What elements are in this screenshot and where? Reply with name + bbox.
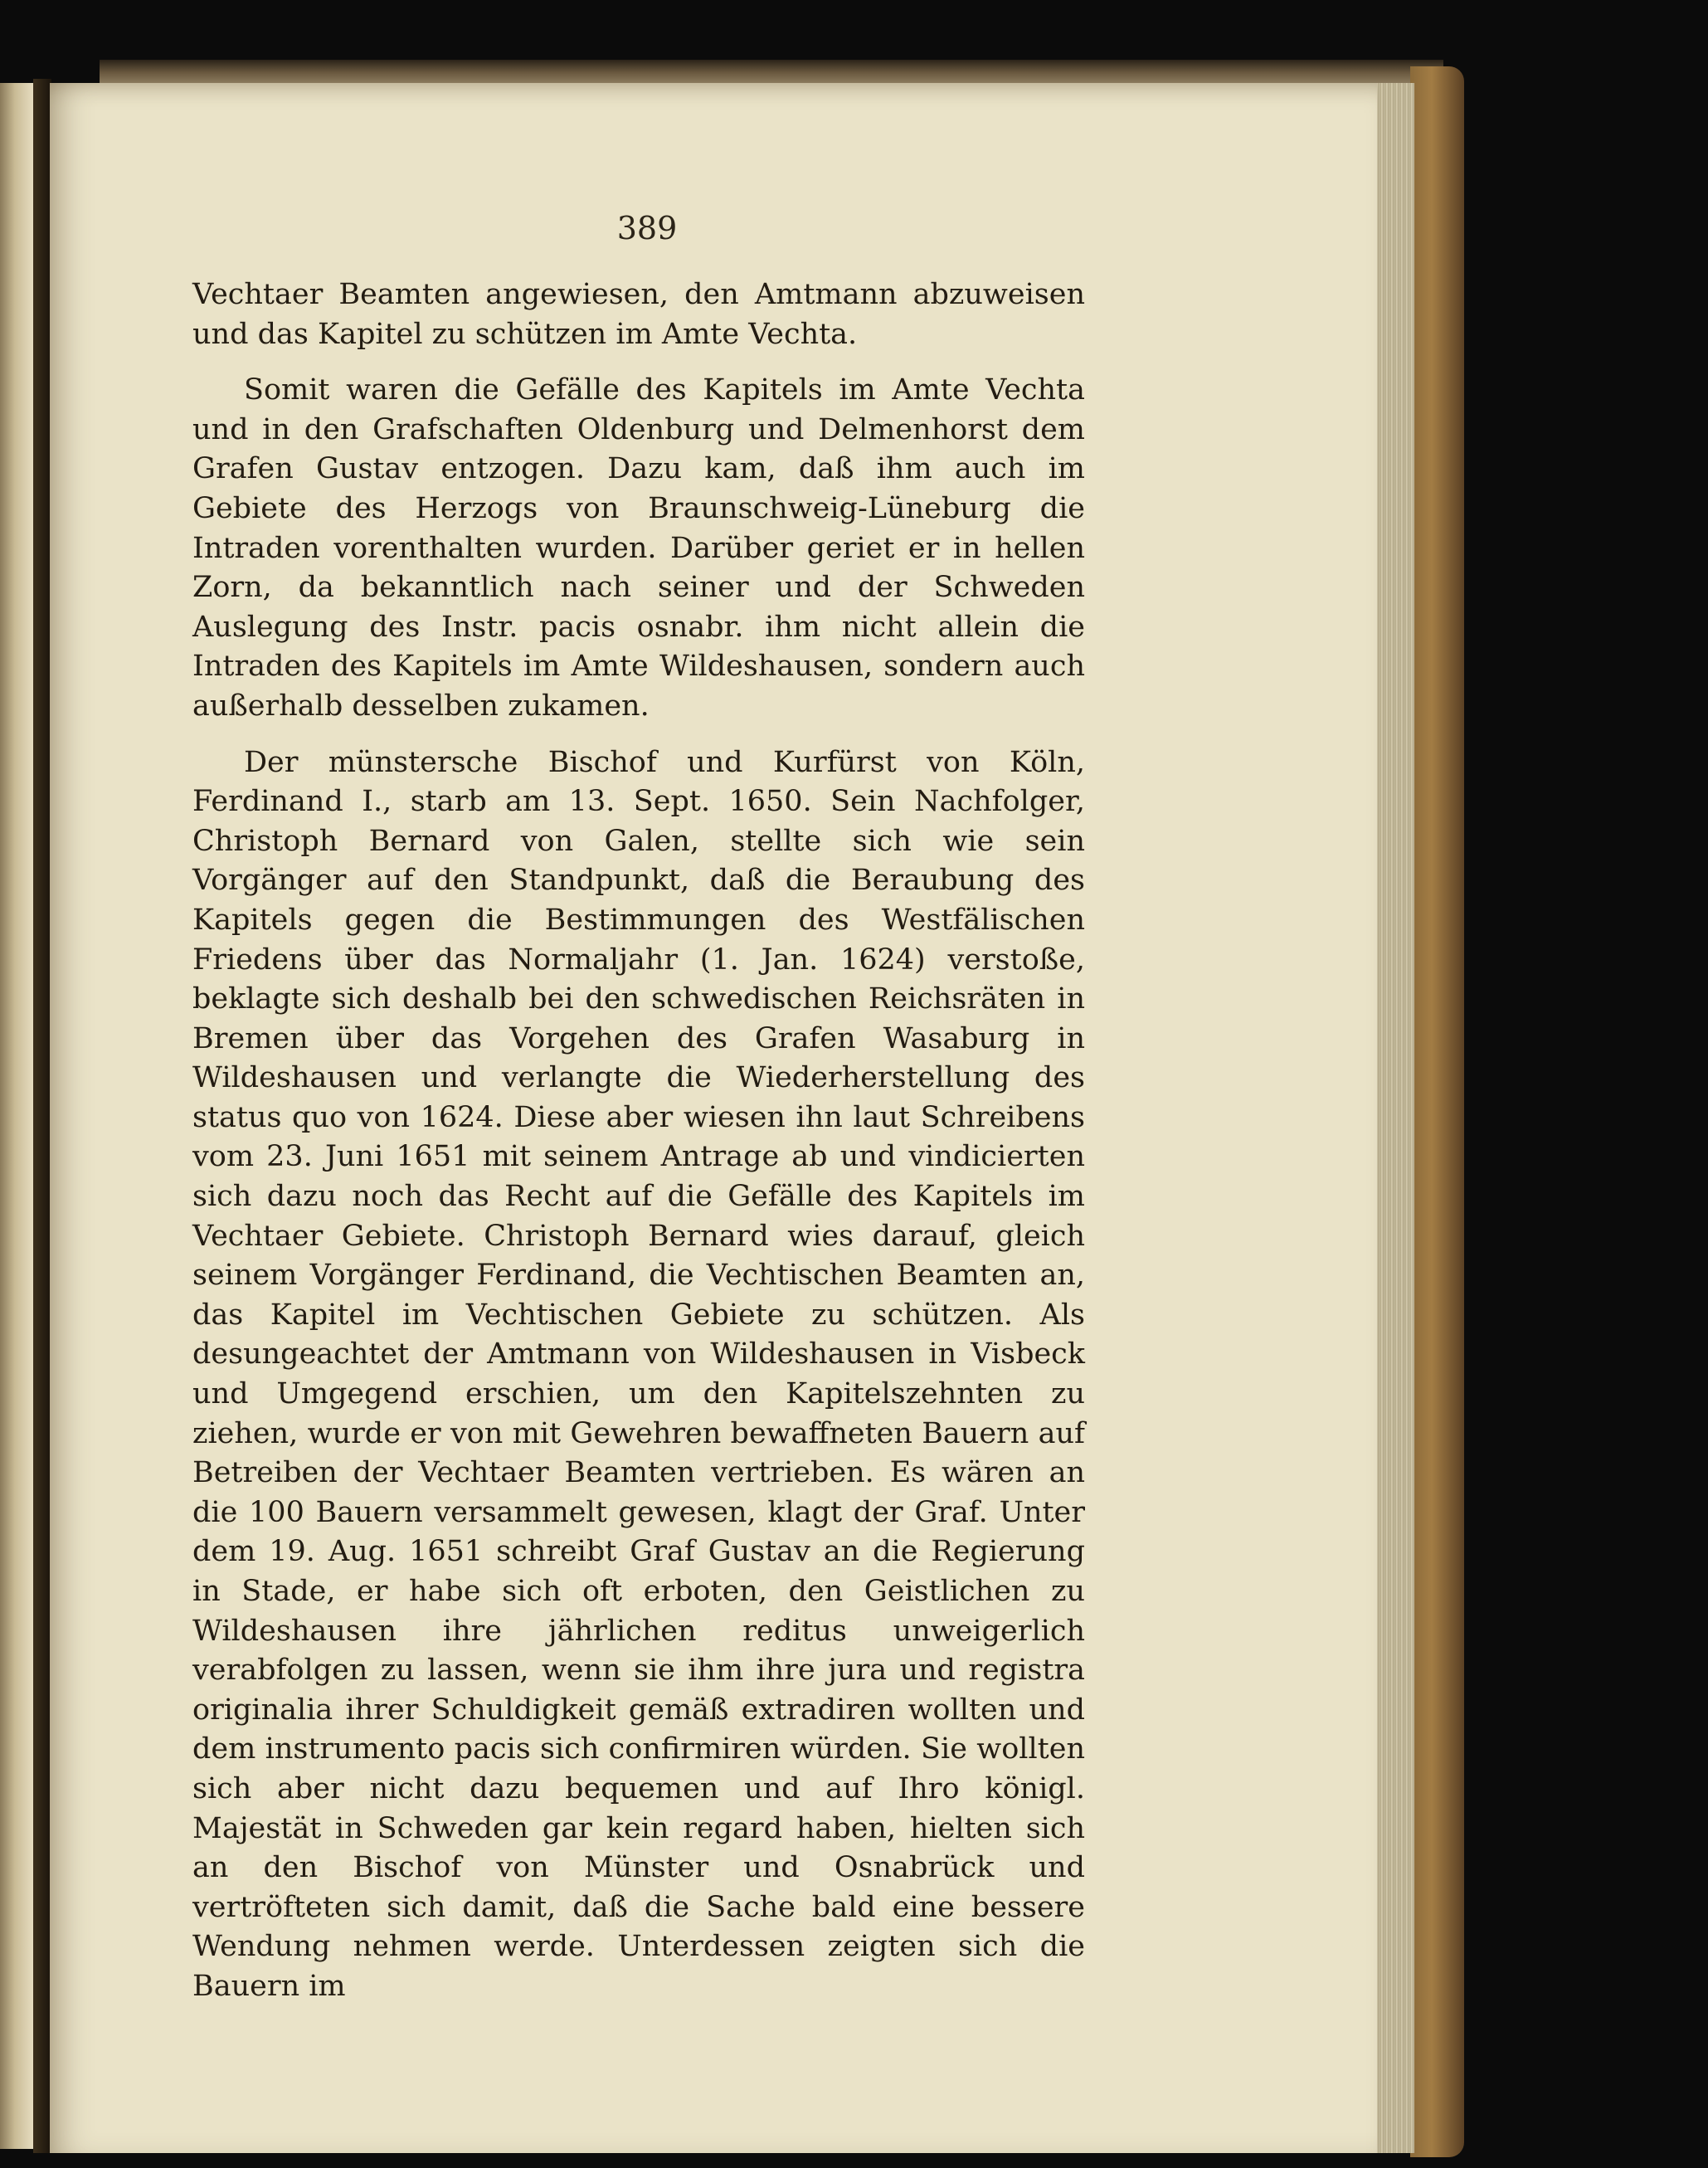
- paragraph-2: Somit waren die Gefälle des Kapitels im Amte Vechta und in den Grafschaften Oldenburg und Delmenhorst dem Grafen Gustav entzogen. Dazu kam, daß ihm auch im Gebiete des Herzogs von Braunschweig-Lüneburg die Intraden vorenthalten wurden. Darüber geriet er in hellen Zorn, da bekanntlich nach seiner und der Schweden Auslegung des Instr. pacis osnabr. ihm nicht allein die Intraden des Kapitels im Amte Wildeshausen, sondern auch außerhalb desselben zukamen.: [192, 373, 1085, 723]
- paragraph-3: Der münstersche Bischof und Kurfürst von Köln, Ferdinand I., starb am 13. Sept. 1650. Sein Nachfolger, Christoph Bernard von Galen, stellte sich wie sein Vorgänger auf den Standpunkt, daß die Beraubung des Kapitels gegen die Bestimmungen des Westfälischen Friedens über das Normaljahr (1. Jan. 1624) verstoße, beklagte sich deshalb bei den schwedischen Reichsräten in Bremen über das Vorgehen des Grafen Wasaburg in Wildeshausen und verlangte die Wiederherstellung des status quo von 1624. Diese aber wiesen ihn laut Schreibens vom 23. Juni 1651 mit seinem Antrage ab und vindicierten sich dazu noch das Recht auf die Gefälle des Kapitels im Vechtaer Gebiete. Christoph Bernard wies darauf, gleich seinem Vorgänger Ferdinand, die Vechtischen Beamten an, das Kapitel im Vechtischen Gebiete zu schützen. Als desungeachtet der Amtmann von Wildeshausen in Visbeck und Umgegend erschien, um den Kapitelszehnten zu ziehen, wurde er von mit Gewehren bewaffneten Bauern auf Betreiben der Vechtaer Beamten vertrieben. Es wären an die 100 Bauern versammelt gewesen, klagt der Graf. Unter dem 19. Aug. 1651 schreibt Graf Gustav an die Regierung in Stade, er habe sich oft erboten, den Geistlichen zu Wildeshausen ihre jährlichen reditus unweigerlich verabfolgen zu lassen, wenn sie ihm ihre jura und registra originalia ihrer Schuldigkeit gemäß extradiren wollten und dem instrumento pacis sich confirmiren würden. Sie wollten sich aber nicht dazu bequemen und auf Ihro königl. Majestät in Schweden gar kein regard haben, hielten sich an den Bischof von Münster und Osnabrück und vertröfteten sich damit, daß die Sache bald eine bessere Wendung nehmen werde. Unterdessen zeigten sich die Bauern im: [192, 745, 1085, 2003]
- paragraph-1: Vechtaer Beamten angewiesen, den Amtmann abzuweisen und das Kapitel zu schützen im Amte Vechta.: [192, 278, 1085, 351]
- body-text: [192, 275, 1085, 2024]
- book-cover-edge: [1410, 66, 1464, 2157]
- previous-page-edge: [0, 83, 33, 2149]
- binding-gutter: [33, 79, 51, 2153]
- page-number: 389: [616, 210, 678, 246]
